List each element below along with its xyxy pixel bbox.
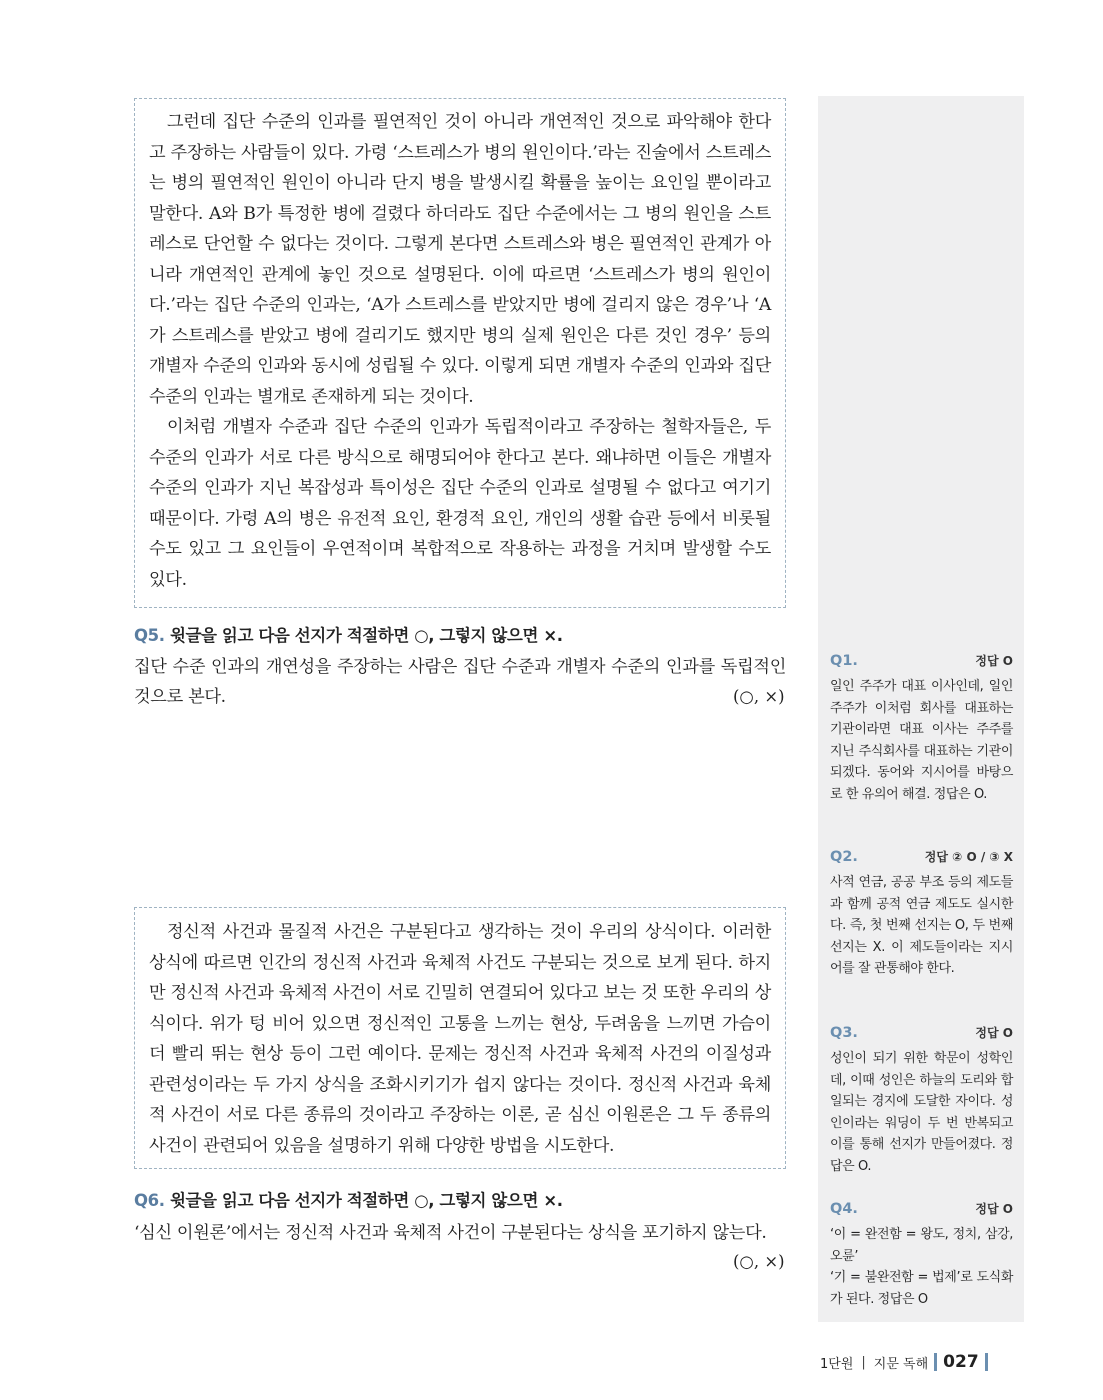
answer-q4-text: ‘이 = 완전함 = 왕도, 정치, 삼강, 오륜’ ‘기 = 불완전함 = 법제’로 도식화가 된다. 정답은 O — [830, 1227, 1013, 1307]
footer-bar-right — [985, 1353, 988, 1371]
answer-q2 — [830, 848, 1013, 980]
answer-q1 — [830, 652, 1013, 806]
passage-1-paragraph-2: 이처럼 개별자 수준과 집단 수준의 인과가 독립적이라고 주장하는 철학자들은, 두 수준의 인과가 서로 다른 방식으로 해명되어야 한다고 본다. 왜냐하면 이들은 개별자 수준의 인과가 지닌 복잡성과 특이성은 집단 수준의 인과로 설명될 수 없다고 여기기 때문이다. 가령 A의 병은 유전적 요인, 환경적 요인, 개인의 생활 습관 등에서 비롯될 수도 있고 그 요인들이 우연적이며 복합적으로 작용하는 과정을 거치며 발생할 수도 있다. — [149, 417, 771, 590]
passage-2 — [134, 907, 786, 1169]
answer-q4 — [830, 1200, 1013, 1310]
answer-q3-text: 성인이 되기 위한 학문이 성학인데, 이때 성인은 하늘의 도리와 합일되는 경지에 도달한 자이다. 성인이라는 워딩이 두 번 반복되고 이를 통해 선지가 만들어졌다. 정답은 O. — [830, 1051, 1013, 1174]
answer-q1-number: Q1. — [830, 653, 858, 669]
q5-instruction: 윗글을 읽고 다음 선지가 적절하면 ○, 그렇지 않으면 ×. — [169, 626, 563, 645]
footer-bar-left — [934, 1353, 937, 1371]
answer-q2-text: 사적 연금, 공공 부조 등의 제도들과 함께 공적 연금 제도도 실시한다. 즉, 첫 번째 선지는 O, 두 번째 선지는 X. 이 제도들이라는 지시어를 잘 관통해야 한다. — [830, 875, 1013, 977]
q5-title — [134, 622, 563, 646]
q6-number: Q6. — [134, 1191, 165, 1210]
answer-q1-text: 일인 주주가 대표 이사인데, 일인 주주가 이처럼 회사를 대표하는 기관이라면 대표 이사는 주주를 지닌 주식회사를 대표하는 기관이 되겠다. 동어와 지시어를 바탕으로 한 유의어 해결. 정답은 O. — [830, 679, 1013, 802]
answer-q1-label: 정답 O — [975, 654, 1013, 668]
answer-q4-number: Q4. — [830, 1201, 858, 1217]
q6-instruction: 윗글을 읽고 다음 선지가 적절하면 ○, 그렇지 않으면 ×. — [169, 1191, 563, 1210]
q5-ox-choice[interactable]: (○, ×) — [733, 687, 785, 706]
passage-2-paragraph-1: 정신적 사건과 물질적 사건은 구분된다고 생각하는 것이 우리의 상식이다. 이러한 상식에 따르면 인간의 정신적 사건과 육체적 사건도 구분되는 것으로 보게 된다. 하지만 정신적 사건과 육체적 사건이 서로 긴밀히 연결되어 있다고 보는 것 또한 우리의 상식이다. 위가 텅 비어 있으면 정신적인 고통을 느끼는 현상, 두려움을 느끼면 가슴이 더 빨리 뛰는 현상 등이 그런 예이다. 문제는 정신적 사건과 육체적 사건의 이질성과 관련성이라는 두 가지 상식을 조화시키기가 쉽지 않다는 것이다. 정신적 사건과 육체적 사건이 서로 다른 종류의 것이라고 주장하는 이론, 곧 심신 이원론은 그 두 종류의 사건이 관련되어 있음을 설명하기 위해 다양한 방법을 시도한다. — [149, 922, 771, 1156]
passage-1-paragraph-1: 그런데 집단 수준의 인과를 필연적인 것이 아니라 개연적인 것으로 파악해야 한다고 주장하는 사람들이 있다. 가령 ‘스트레스가 병의 원인이다.’라는 진술에서 스트레스는 병의 필연적인 원인이 아니라 단지 병을 발생시킬 확률을 높이는 요인일 뿐이라고 말한다. A와 B가 특정한 병에 걸렸다 하더라도 집단 수준에서는 그 병의 원인을 스트레스로 단언할 수 없다는 것이다. 그렇게 본다면 스트레스와 병은 필연적인 관계가 아니라 개연적인 관계에 놓인 것으로 설명된다. 이에 따르면 ‘스트레스가 병의 원인이다.’라는 집단 수준의 인과는, ‘A가 스트레스를 받았지만 병에 걸리지 않은 경우’나 ‘A가 스트레스를 받았고 병에 걸리기도 했지만 병의 실제 원인은 다른 것인 경우’ 등의 개별자 수준의 인과와 동시에 성립될 수 있다. 이렇게 되면 개별자 수준의 인과와 집단 수준의 인과는 별개로 존재하게 되는 것이다. — [149, 112, 771, 407]
passage-1 — [134, 98, 786, 608]
q5-number: Q5. — [134, 626, 165, 645]
footer-unit: 1단원 — [820, 1356, 854, 1372]
answer-q3 — [830, 1024, 1013, 1178]
q6-title — [134, 1187, 563, 1211]
answer-q3-number: Q3. — [830, 1025, 858, 1041]
footer-separator: | — [861, 1354, 866, 1370]
footer-section: 지문 독해 — [873, 1356, 929, 1372]
answer-q2-label: 정답 ② O / ③ X — [924, 850, 1013, 864]
page-footer — [820, 1352, 994, 1372]
answer-q2-number: Q2. — [830, 849, 858, 865]
q5-statement: 집단 수준 인과의 개연성을 주장하는 사람은 집단 수준과 개별자 수준의 인과를 독립적인 것으로 본다. — [134, 657, 786, 707]
answer-q4-label: 정답 O — [975, 1202, 1013, 1216]
q6-statement: ‘심신 이원론’에서는 정신적 사건과 육체적 사건이 구분된다는 상식을 포기하지 않는다. — [134, 1223, 767, 1243]
q6-ox-choice[interactable]: (○, ×) — [733, 1252, 785, 1271]
page-number: 027 — [943, 1352, 979, 1372]
answer-q3-label: 정답 O — [975, 1026, 1013, 1040]
